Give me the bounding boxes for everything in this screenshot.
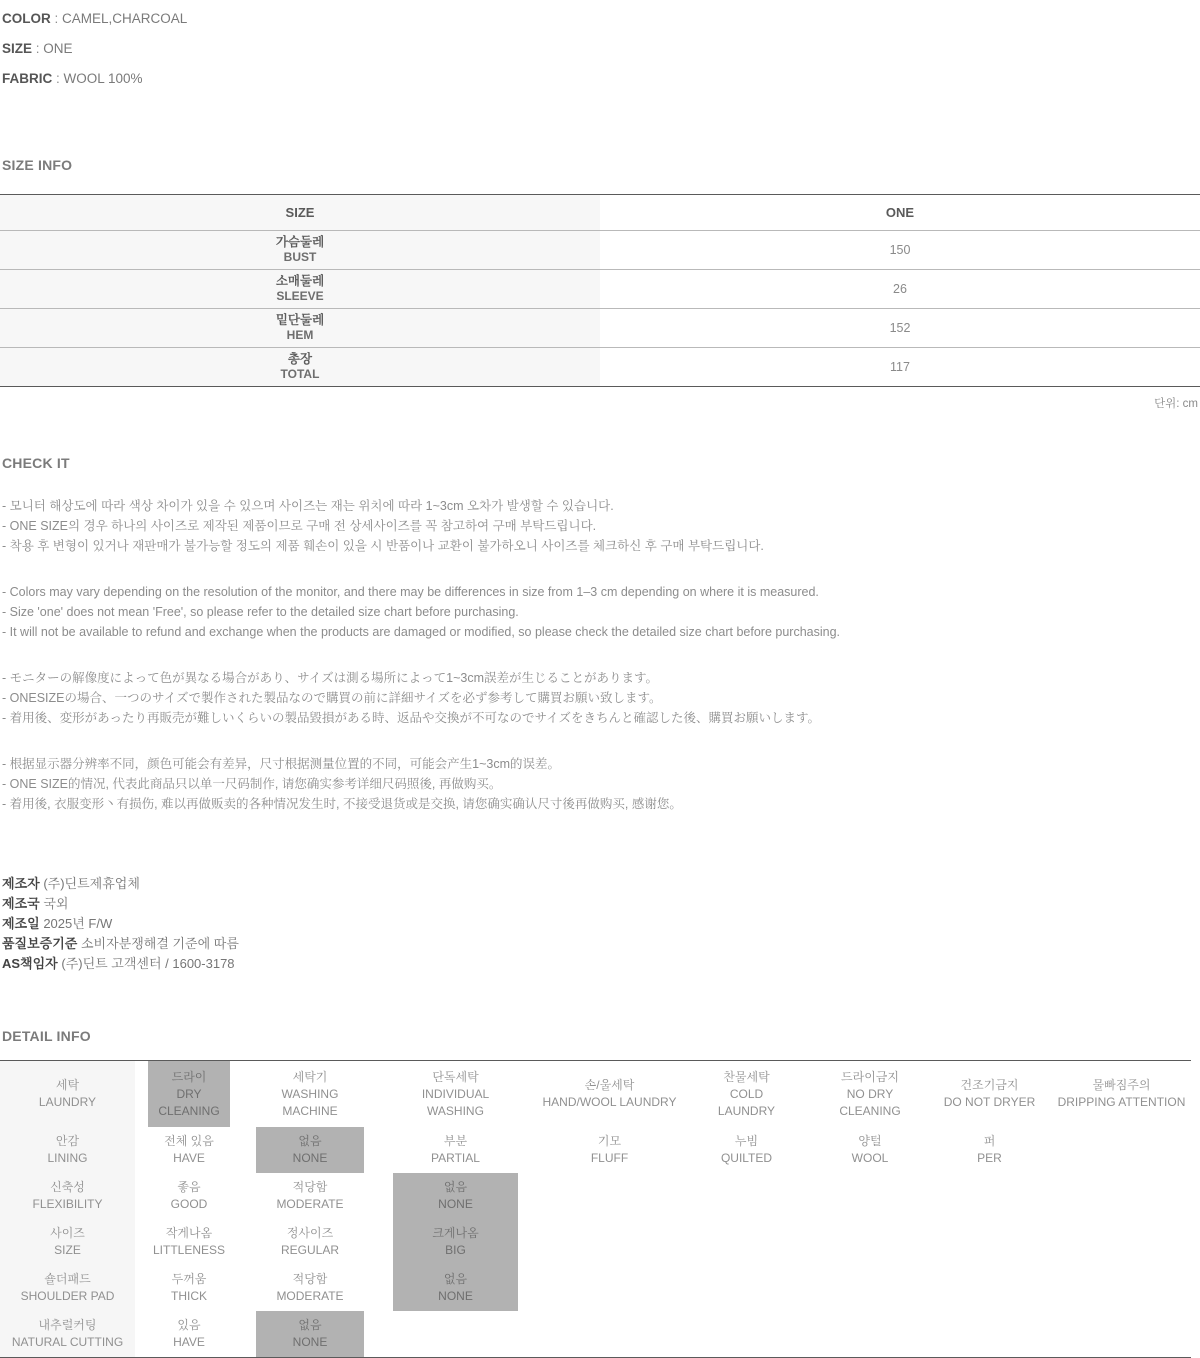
detail-row-label-natural-cutting xyxy=(0,1311,135,1357)
detail-option-ko: 두꺼움 xyxy=(171,1272,207,1286)
detail-option-en: PER xyxy=(977,1151,1002,1165)
detail-option-ko: 찬물세탁 xyxy=(723,1069,770,1084)
manufacturer-label: 품질보증기준 xyxy=(2,936,78,951)
check-note-line: - 모니터 해상도에 따라 색상 차이가 있을 수 있으며 사이즈는 재는 위치에 따라 1~3cm 오차가 발생할 수 있습니다. xyxy=(2,499,614,513)
detail-option-ko: 부분 xyxy=(443,1134,468,1148)
detail-option-laundry xyxy=(393,1061,518,1127)
size-measure-value: 150 xyxy=(889,243,911,257)
check-note-line: - 根据显示器分辨率不同，颜色可能会有差异，尺寸根据测量位置的不同，可能会产生1~3cm的误差。 xyxy=(2,757,561,771)
attribute-separator: : xyxy=(52,71,64,86)
detail-row-label-en: LINING xyxy=(47,1151,88,1165)
detail-row-label-en: SIZE xyxy=(54,1243,81,1257)
detail-row-label-en: NATURAL CUTTING xyxy=(11,1335,124,1349)
detail-option-en: INDIVIDUAL WASHING xyxy=(421,1086,490,1118)
detail-option-ko: 손/울세탁 xyxy=(584,1078,635,1092)
detail-row-label-ko: 신축성 xyxy=(50,1180,85,1194)
size-measure-name-ko: 총장 xyxy=(287,352,313,366)
detail-option-en: REGULAR xyxy=(280,1243,339,1257)
size-measure-cell xyxy=(0,309,600,347)
detail-option-laundry xyxy=(696,1061,797,1127)
detail-option-flexibility xyxy=(256,1173,364,1219)
size-table-row xyxy=(0,347,1200,386)
manufacturer-line xyxy=(2,914,1200,934)
detail-option-lining xyxy=(812,1127,928,1173)
size-measure-name-ko: 가슴둘레 xyxy=(275,235,325,249)
manufacturer-label: AS책임자 xyxy=(2,956,58,971)
detail-option-laundry xyxy=(256,1061,364,1127)
manufacturer-value: 2025년 F/W xyxy=(43,916,113,931)
size-measure-value-cell xyxy=(600,270,1200,308)
manufacturer-value: 국외 xyxy=(43,896,69,911)
manufacturer-label: 제조일 xyxy=(2,916,40,931)
detail-row-label-lining xyxy=(0,1127,135,1173)
detail-row-label-en: FLEXIBILITY xyxy=(32,1197,103,1211)
detail-option-en: MODERATE xyxy=(276,1197,344,1211)
detail-option-en: QUILTED xyxy=(720,1151,773,1165)
size-measure-value: 152 xyxy=(889,321,911,335)
detail-option-ko: 전체 있음 xyxy=(164,1134,214,1148)
detail-option-laundry-selected xyxy=(148,1061,230,1127)
size-measure-value: 117 xyxy=(890,360,910,374)
check-note-line: - モニターの解像度によって色が異なる場合があり、サイズは測る場所によって1~3cm誤差が生じることがあります。 xyxy=(2,671,659,685)
size-table-header-one-cell xyxy=(600,195,1200,230)
detail-option-natural-cutting-selected xyxy=(256,1311,364,1357)
check-notes-chinese xyxy=(0,754,1200,814)
product-attributes xyxy=(0,0,1200,94)
detail-option-lining xyxy=(148,1127,230,1173)
detail-option-lining xyxy=(393,1127,518,1173)
attribute-label: COLOR xyxy=(2,11,51,26)
detail-row-label-flexibility xyxy=(0,1173,135,1219)
manufacturer-label: 제조자 xyxy=(2,876,40,891)
detail-row-label-laundry xyxy=(0,1061,135,1127)
detail-option-en: PARTIAL xyxy=(431,1151,480,1165)
detail-option-en: NONE xyxy=(292,1335,328,1349)
size-measure-value-cell xyxy=(600,231,1200,269)
attribute-line xyxy=(2,64,1200,94)
check-note-line: - ONE SIZE의 경우 하나의 사이즈로 제작된 제품이므로 구매 전 상세사이즈를 꼭 참고하여 구매 부탁드립니다. xyxy=(2,519,597,533)
size-table xyxy=(0,194,1200,387)
detail-option-en: DRIPPING ATTENTION xyxy=(1057,1095,1186,1109)
attribute-line xyxy=(2,4,1200,34)
detail-row-label-ko: 안감 xyxy=(55,1134,80,1148)
detail-option-ko: 기모 xyxy=(597,1134,622,1148)
detail-option-ko: 드라이금지 xyxy=(841,1069,899,1084)
detail-option-ko: 없음 xyxy=(443,1272,468,1286)
detail-option-laundry xyxy=(1052,1061,1191,1127)
size-table-row xyxy=(0,230,1200,269)
detail-row-label-ko: 사이즈 xyxy=(50,1226,85,1240)
detail-option-en: NONE xyxy=(438,1289,473,1303)
size-measure-name-ko: 소매둘레 xyxy=(275,274,325,288)
detail-option-en: HAND/WOOL LAUNDRY xyxy=(542,1095,677,1109)
attribute-value: ONE xyxy=(43,41,73,56)
size-info-heading: SIZE INFO xyxy=(2,157,73,173)
check-note-line: - It will not be available to refund and exchange when the products are damaged or modified, so please check the detailed size chart before purchasing. xyxy=(2,625,841,639)
check-note-line: - Colors may vary depending on the resolution of the monitor, and there may be differences in size from 1–3 cm depending on where it is measured. xyxy=(2,585,819,599)
manufacturer-line xyxy=(2,894,1200,914)
detail-option-ko: 정사이즈 xyxy=(286,1226,334,1240)
detail-row-label-en: LAUNDRY xyxy=(38,1095,97,1109)
attribute-value: WOOL 100% xyxy=(63,71,143,86)
attribute-label: FABRIC xyxy=(2,71,53,86)
size-measure-value: 26 xyxy=(893,282,907,296)
detail-option-flexibility-selected xyxy=(393,1173,518,1219)
check-notes-english xyxy=(0,582,1200,642)
size-measure-name-en: TOTAL xyxy=(280,367,320,381)
manufacturer-label: 제조국 xyxy=(2,896,40,911)
size-table-header-one: ONE xyxy=(885,205,915,220)
detail-row-label-shoulder-pad xyxy=(0,1265,135,1311)
detail-option-en: LITTLENESS xyxy=(152,1243,226,1257)
detail-option-natural-cutting xyxy=(148,1311,230,1357)
detail-option-ko: 단독세탁 xyxy=(432,1069,479,1084)
manufacturer-line xyxy=(2,954,1200,974)
detail-option-en: NO DRY CLEANING xyxy=(839,1086,901,1118)
manufacturer-value: (주)딘트 고객센터 / 1600-3178 xyxy=(61,956,235,971)
detail-option-laundry xyxy=(939,1061,1040,1127)
size-measure-cell xyxy=(0,348,600,386)
detail-option-lining xyxy=(537,1127,682,1173)
detail-row-label-ko: 내추럴커팅 xyxy=(38,1318,97,1332)
manufacturer-line xyxy=(2,874,1200,894)
detail-option-ko: 없음 xyxy=(443,1180,468,1194)
size-measure-name-en: BUST xyxy=(283,250,317,264)
check-it-notes xyxy=(0,496,1200,814)
detail-option-lining xyxy=(696,1127,797,1173)
check-notes-korean xyxy=(0,496,1200,556)
detail-option-ko: 없음 xyxy=(298,1318,322,1332)
attribute-separator: : xyxy=(32,41,44,56)
size-table-header-size-cell xyxy=(0,195,600,230)
detail-option-ko: 양털 xyxy=(858,1134,882,1148)
detail-option-en: NONE xyxy=(292,1151,328,1165)
detail-option-shoulder-pad xyxy=(148,1265,230,1311)
check-note-line: - Size 'one' does not mean 'Free', so please refer to the detailed size chart before purchasing. xyxy=(2,605,519,619)
detail-option-en: NONE xyxy=(438,1197,473,1211)
size-table-header-size: SIZE xyxy=(285,205,315,220)
attribute-separator: : xyxy=(50,11,63,26)
detail-option-ko: 크게나옴 xyxy=(432,1226,479,1240)
size-table-header-row xyxy=(0,195,1200,230)
detail-option-shoulder-pad xyxy=(256,1265,364,1311)
check-notes-japanese xyxy=(0,668,1200,728)
detail-option-laundry xyxy=(812,1061,928,1127)
detail-option-ko: 작게나옴 xyxy=(165,1226,213,1240)
detail-option-ko: 세탁기 xyxy=(292,1069,328,1084)
detail-option-en: WOOL xyxy=(851,1151,889,1165)
detail-option-size xyxy=(148,1219,230,1265)
detail-option-en: DO NOT DRYER xyxy=(943,1095,1036,1109)
check-it-heading: CHECK IT xyxy=(2,455,70,471)
detail-option-lining xyxy=(939,1127,1040,1173)
size-measure-name-en: SLEEVE xyxy=(276,289,324,303)
detail-row-label-ko: 숄더패드 xyxy=(44,1272,91,1286)
detail-info-table xyxy=(0,1060,1191,1358)
detail-option-ko: 퍼 xyxy=(983,1134,996,1148)
attribute-value: CAMEL,CHARCOAL xyxy=(62,11,188,26)
size-measure-cell xyxy=(0,231,600,269)
detail-option-ko: 건조기금지 xyxy=(960,1078,1019,1092)
detail-option-ko: 드라이 xyxy=(171,1069,207,1084)
detail-option-size xyxy=(256,1219,364,1265)
detail-option-en: HAVE xyxy=(173,1151,205,1165)
detail-option-en: GOOD xyxy=(170,1197,208,1211)
size-measure-value-cell xyxy=(600,309,1200,347)
detail-option-size-selected xyxy=(393,1219,518,1265)
detail-info-heading: DETAIL INFO xyxy=(2,1028,91,1044)
detail-option-en: MODERATE xyxy=(276,1289,344,1303)
detail-option-en: DRY CLEANING xyxy=(158,1086,220,1118)
size-measure-cell xyxy=(0,270,600,308)
detail-option-en: HAVE xyxy=(173,1335,205,1349)
detail-option-ko: 적당함 xyxy=(292,1272,328,1286)
detail-option-ko: 없음 xyxy=(298,1134,322,1148)
size-table-row xyxy=(0,269,1200,308)
check-note-line: - 착용 후 변형이 있거나 재판매가 불가능할 정도의 제품 훼손이 있을 시 반품이나 교환이 불가하오니 사이즈를 체크하신 후 구매 부탁드립니다. xyxy=(2,539,764,553)
size-measure-name-en: HEM xyxy=(286,328,314,342)
check-note-line: - 着用後, 衣服变形丶有损伤, 难以再做贩卖的各种情况发生时, 不接受退货或是交换, 请您确实确认尺寸後再做购买, 感谢您。 xyxy=(2,797,682,811)
detail-option-en: WASHING MACHINE xyxy=(281,1086,339,1118)
detail-option-ko: 좋음 xyxy=(177,1180,201,1194)
manufacturer-line xyxy=(2,934,1200,954)
size-table-row xyxy=(0,308,1200,347)
size-measure-name-ko: 밑단둘레 xyxy=(275,313,325,327)
check-note-line: - 着用後、変形があったり再販売が難しいくらいの製品毀損がある時、返品や交換が不可なのでサイズをきちんと確認した後、購買お願いします。 xyxy=(2,711,821,725)
unit-note: 단위: cm xyxy=(1154,398,1198,410)
detail-option-laundry xyxy=(537,1061,682,1127)
attribute-label: SIZE xyxy=(2,41,33,56)
detail-row-label-size xyxy=(0,1219,135,1265)
detail-option-lining-selected xyxy=(256,1127,364,1173)
manufacturer-info xyxy=(0,874,1200,974)
detail-option-ko: 적당함 xyxy=(292,1180,328,1194)
detail-option-shoulder-pad-selected xyxy=(393,1265,518,1311)
detail-row-label-ko: 세탁 xyxy=(55,1078,80,1092)
detail-option-ko: 누빔 xyxy=(734,1134,759,1148)
detail-option-flexibility xyxy=(148,1173,230,1219)
detail-option-en: COLD LAUNDRY xyxy=(717,1086,776,1118)
check-note-line: - ONE SIZE的情况, 代表此商品只以单一尺码制作, 请您确实参考详细尺码照後, 再做购买。 xyxy=(2,777,502,791)
size-measure-value-cell xyxy=(600,348,1200,386)
check-note-line: - ONESIZEの場合、一つのサイズで製作された製品なので購買の前に詳細サイズを必ず参考して購買お願い致します。 xyxy=(2,691,662,705)
manufacturer-value: 소비자분쟁해결 기준에 따름 xyxy=(80,936,239,951)
detail-option-en: BIG xyxy=(445,1243,466,1257)
manufacturer-value: (주)딘트제휴업체 xyxy=(43,876,140,891)
attribute-line xyxy=(2,34,1200,64)
detail-option-ko: 물빠짐주의 xyxy=(1092,1078,1151,1092)
detail-option-ko: 있음 xyxy=(177,1318,201,1332)
detail-option-en: FLUFF xyxy=(590,1151,629,1165)
detail-option-en: THICK xyxy=(171,1289,207,1303)
detail-row-label-en: SHOULDER PAD xyxy=(20,1289,115,1303)
